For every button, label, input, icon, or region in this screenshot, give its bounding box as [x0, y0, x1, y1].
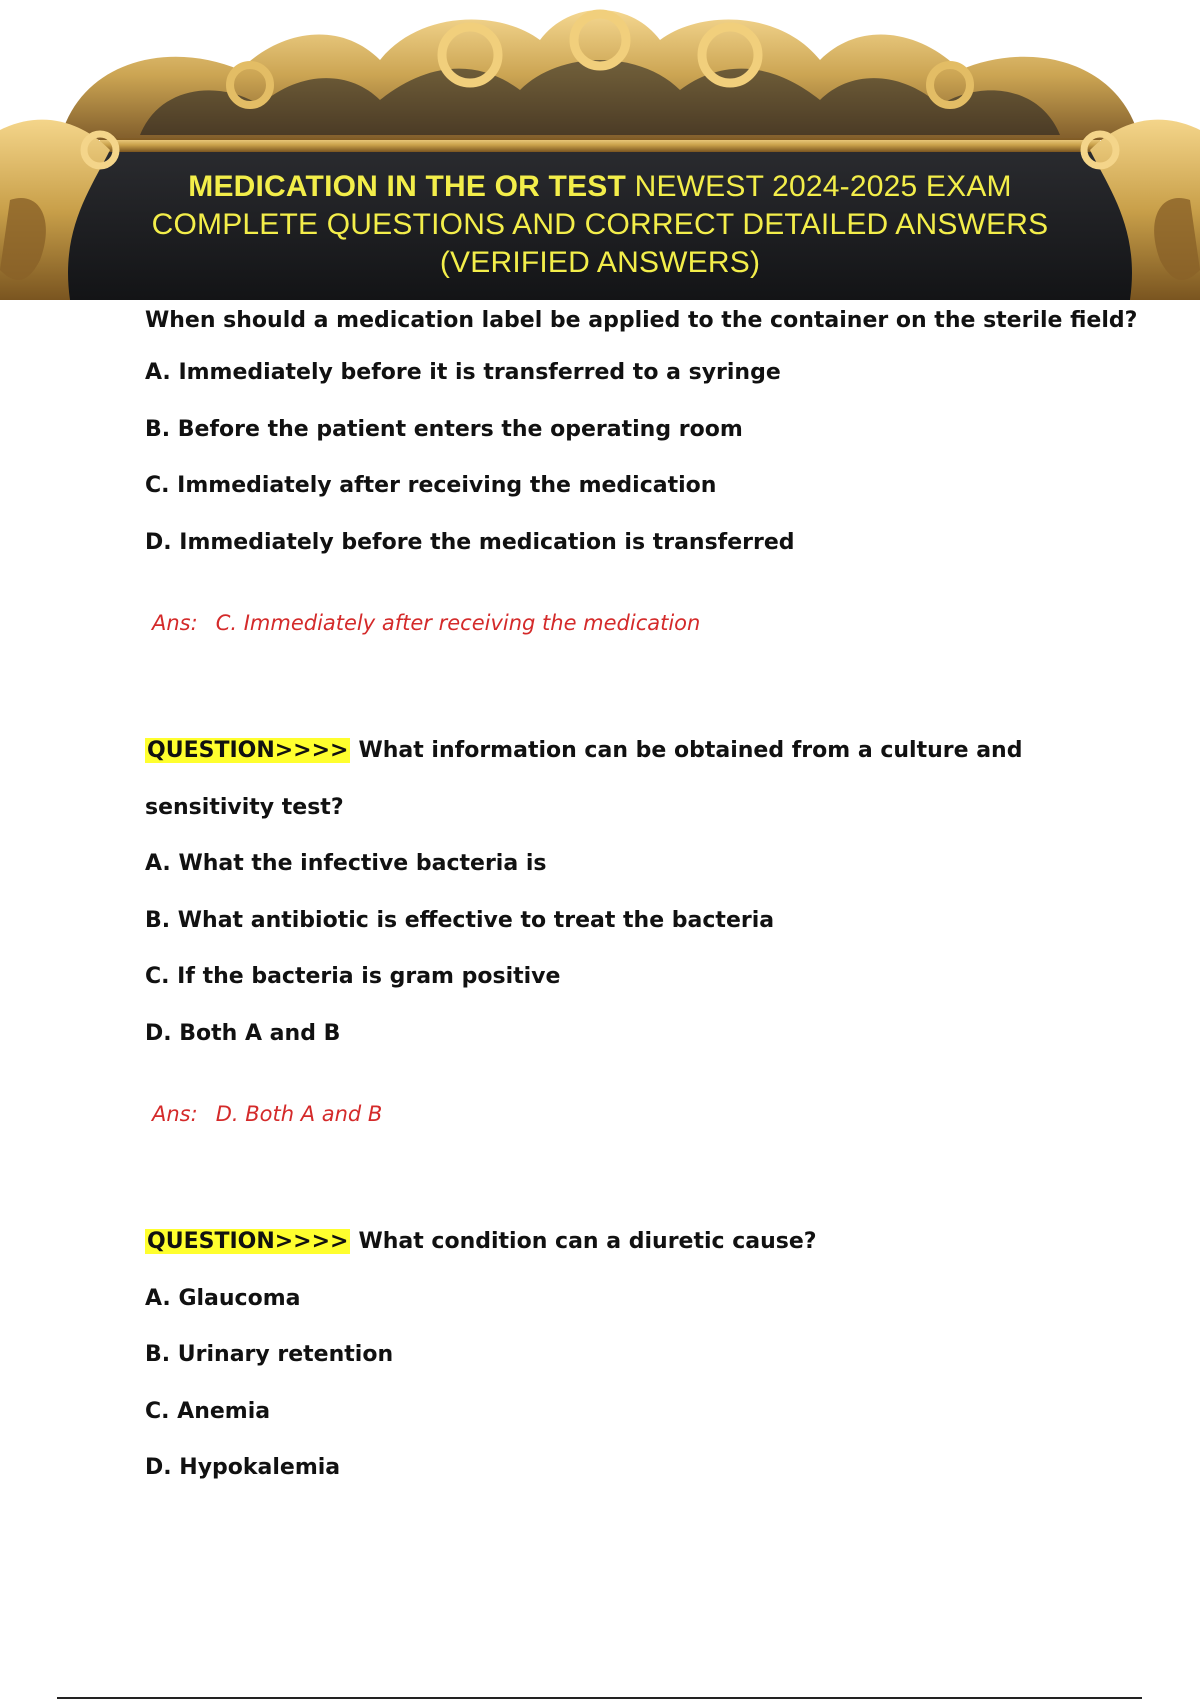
title-line-3: (VERIFIED ANSWERS) [439, 246, 761, 279]
question-2-stem: What information can be obtained from a culture and [358, 738, 1023, 763]
document-title [0, 168, 1200, 282]
title-line-1 [0, 168, 1200, 206]
question-1-answer [145, 607, 1145, 639]
question-2-text-cont: sensitivity test? [145, 794, 344, 820]
question-1-option-d: D. Immediately before the medication is transferred [145, 529, 795, 555]
title-line-2: COMPLETE QUESTIONS AND CORRECT DETAILED ANSWERS [151, 208, 1049, 241]
footer-divider [57, 1697, 1142, 1699]
question-2-option-b: B. What antibiotic is effective to treat the bacteria [145, 907, 775, 933]
question-3-stem: What condition can a diuretic cause? [358, 1229, 817, 1254]
question-prefix-badge: QUESTION>>>> [147, 738, 349, 763]
question-1-option-c: C. Immediately after receiving the medication [145, 473, 717, 498]
question-2-option-c: C. If the bacteria is gram positive [145, 964, 561, 989]
question-2-text [145, 735, 1145, 792]
question-1-option-b: B. Before the patient enters the operating room [145, 416, 743, 442]
question-3-option-a: A. Glaucoma [145, 1285, 301, 1311]
question-3-option-d: D. Hypokalemia [145, 1455, 341, 1480]
title-rest: NEWEST 2024-2025 EXAM [634, 170, 1012, 203]
title-bold: MEDICATION IN THE OR TEST [188, 170, 627, 203]
ornate-header-banner [0, 0, 1200, 300]
question-3-option-c: C. Anemia [145, 1398, 271, 1424]
question-2-option-d: D. Both A and B [145, 1020, 341, 1046]
question-2-option-a: A. What the infective bacteria is [145, 851, 547, 876]
answer-label: Ans: [152, 611, 198, 635]
answer-text: C. Immediately after receiving the medication [215, 611, 701, 635]
answer-label: Ans: [152, 1102, 198, 1126]
question-3-option-b: B. Urinary retention [145, 1342, 394, 1367]
question-2-answer [145, 1098, 1145, 1130]
question-list [145, 305, 1145, 1509]
question-1-option-a: A. Immediately before it is transferred to a syringe [145, 360, 781, 385]
answer-text: D. Both A and B [215, 1102, 383, 1126]
question-1-text: When should a medication label be applied to the container on the sterile field? [145, 308, 1138, 333]
question-prefix-badge: QUESTION>>>> [147, 1229, 349, 1254]
question-3-text [145, 1226, 1145, 1283]
